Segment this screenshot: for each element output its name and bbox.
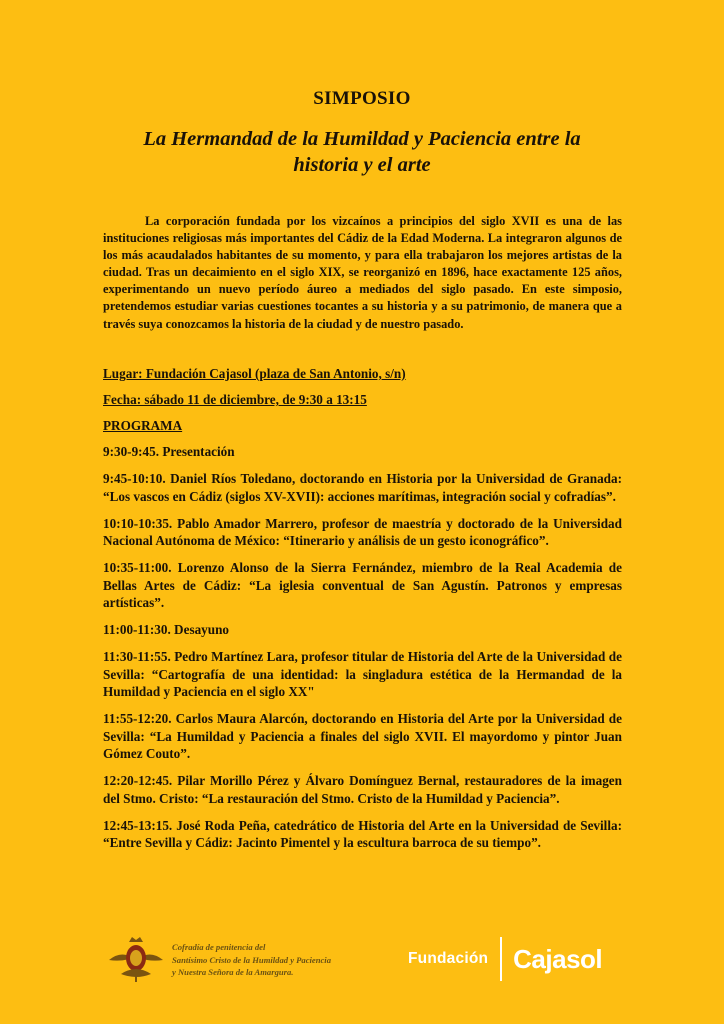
sponsor-word: Fundación — [408, 950, 489, 967]
brotherhood-line: Santísimo Cristo de la Humildad y Paciencia — [172, 954, 331, 965]
program-item: 12:20-12:45. Pilar Morillo Pérez y Álvaro Domínguez Bernal, restauradores de la imagen del Stmo. Cristo: “La restauración del Stmo. Cristo de la Humildad y Paciencia”. — [103, 773, 622, 806]
program-item: 11:00-11:30. Desayuno — [103, 622, 230, 637]
brotherhood-line: y Nuestra Señora de la Amargura. — [172, 967, 294, 977]
program-heading: PROGRAMA — [103, 418, 183, 433]
date-line: Fecha: sábado 11 de diciembre, de 9:30 a 13:15 — [103, 392, 367, 407]
page-title: SIMPOSIO — [313, 88, 411, 109]
program-list — [103, 443, 622, 861]
sponsor-brand: Cajasol — [513, 943, 603, 974]
program-item: 10:10-10:35. Pablo Amador Marrero, profesor de maestría y doctorado de la Universidad Nacional Autónoma de México: “Itinerario y análisis de un gesto iconográfico”. — [103, 515, 622, 548]
program-item: 11:55-12:20. Carlos Maura Alarcón, doctorando en Historia del Arte por la Universidad de Sevilla: “La Humildad y Paciencia a finales del siglo XVII. El mayordomo y pintor Juan Gómez Couto”. — [103, 711, 622, 761]
intro-paragraph: La corporación fundada por los vizcaínos a principios del siglo XVII es una de las instituciones religiosas más importantes del Cádiz de la Edad Moderna. La integraron algunos de los más acaudalados habitantes de su momento, y para ella trabajaron los mejores artistas de la ciudad. Tras un decaimiento en el siglo XIX, se reorganizó en 1896, hace exactamente 125 años, experimentando un nuevo período áureo a mediados del siglo pasado. En este simposio, pretendemos estudiar varias cuestiones tocantes a su historia y a su patrimonio, de manera que a través suya conozcamos la historia de la ciudad y de nuestro pasado. — [103, 214, 622, 331]
program-item: 9:45-10:10. Daniel Ríos Toledano, doctorando en Historia por la Universidad de Granada: “Los vascos en Cádiz (siglos XV-XVII): acciones marítimas, integración social y cofradías”. — [103, 471, 622, 504]
sponsor-divider — [500, 937, 502, 981]
program-item: 9:30-9:45. Presentación — [103, 444, 235, 459]
venue-line: Lugar: Fundación Cajasol (plaza de San Antonio, s/n) — [103, 366, 406, 381]
brotherhood-line: Cofradía de penitencia del — [172, 942, 266, 952]
sponsor-logo — [408, 936, 624, 982]
program-item: 12:45-13:15. José Roda Peña, catedrático de Historia del Arte en la Universidad de Sevilla: “Entre Sevilla y Cádiz: Jacinto Pimentel y la escultura barroca de su tiempo”. — [103, 817, 622, 850]
program-item: 11:30-11:55. Pedro Martínez Lara, profesor titular de Historia del Arte de la Universidad de Sevilla: “Cartografía de una identidad: la singladura estética de la Hermandad de la Humildad y Paciencia en el siglo XX" — [103, 649, 622, 699]
program-item: 10:35-11:00. Lorenzo Alonso de la Sierra Fernández, miembro de la Real Academia de Bellas Artes de Cádiz: “La iglesia conventual de San Agustín. Patronos y empresas artísticas”. — [103, 560, 622, 610]
page-subtitle: La Hermandad de la Humildad y Paciencia entre la historia y el arte — [143, 128, 581, 176]
brotherhood-name — [172, 941, 402, 979]
coat-of-arms-icon — [107, 934, 165, 984]
